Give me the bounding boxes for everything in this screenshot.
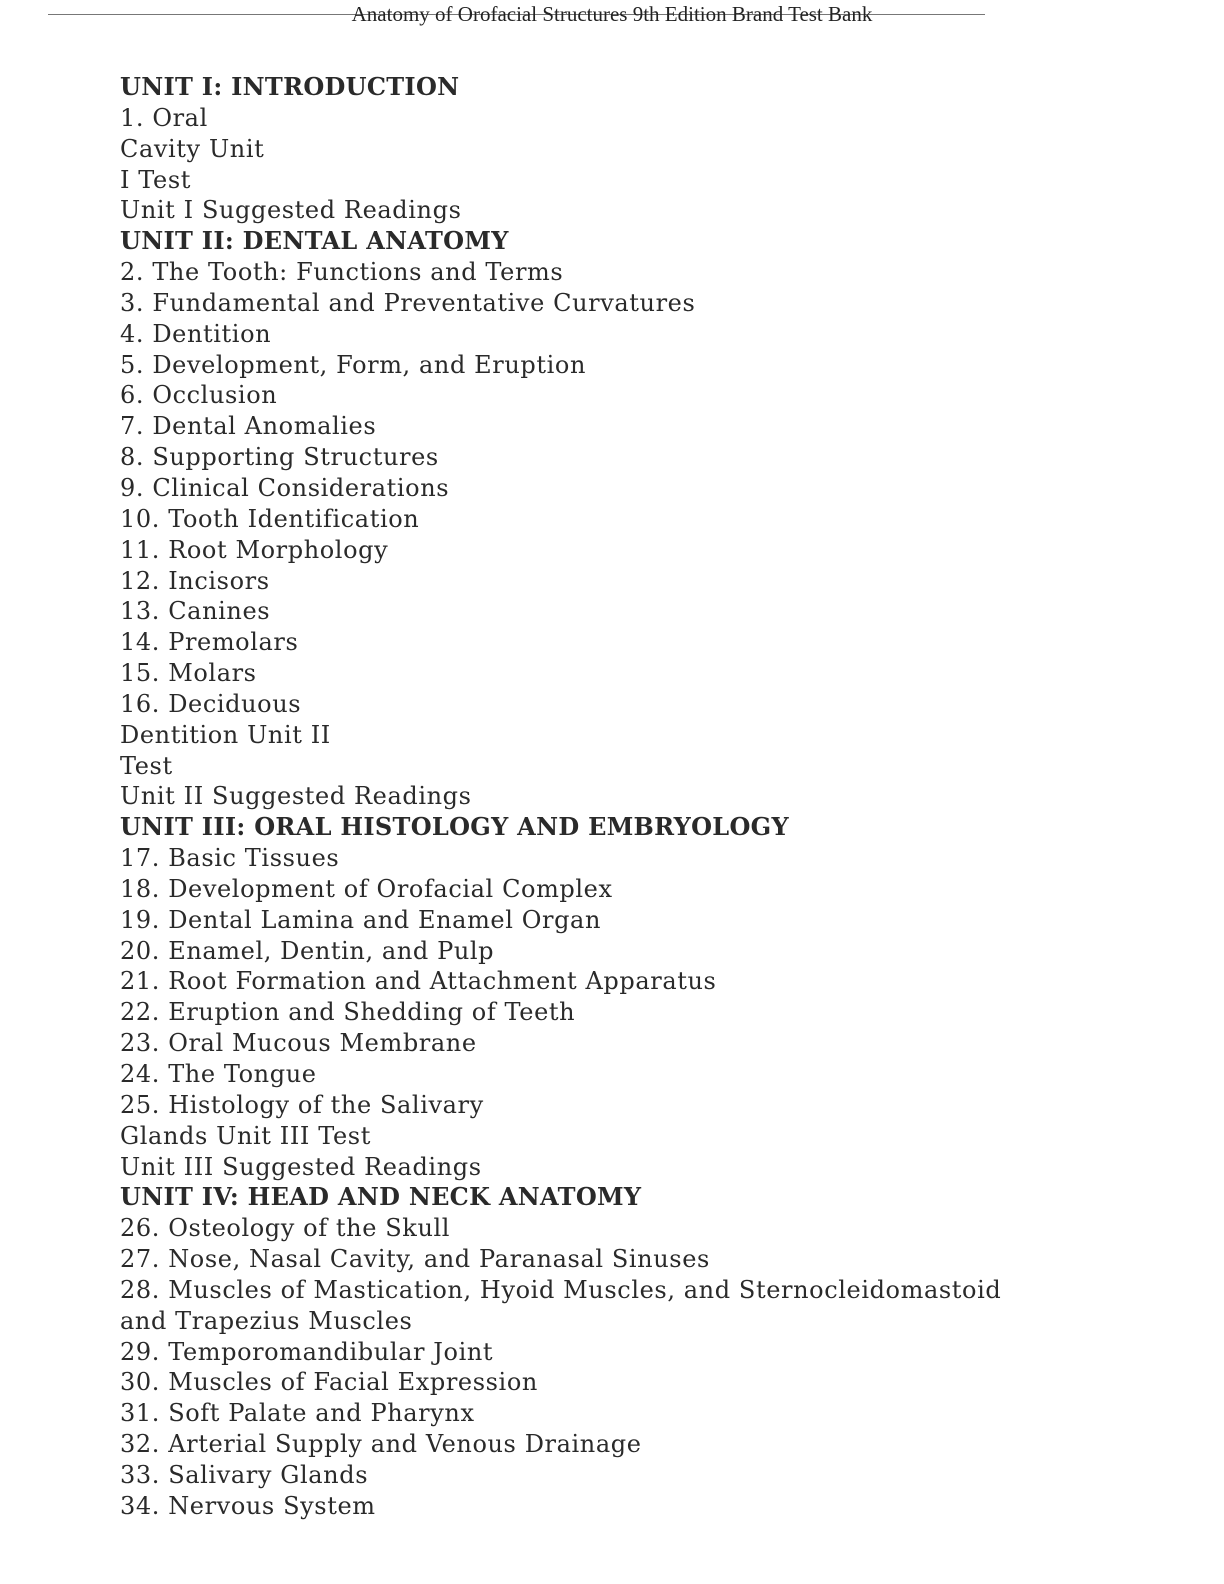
toc-entry: 20. Enamel, Dentin, and Pulp xyxy=(120,936,495,965)
table-of-contents xyxy=(120,72,1001,1522)
toc-entry: 28. Muscles of Mastication, Hyoid Muscles, and Sternocleidomastoid xyxy=(120,1275,1002,1304)
toc-entry: 3. Fundamental and Preventative Curvatures xyxy=(120,288,696,317)
toc-entry: 2. The Tooth: Functions and Terms xyxy=(120,258,564,287)
toc-entry: 5. Development, Form, and Eruption xyxy=(120,350,587,379)
toc-entry: 10. Tooth Identification xyxy=(120,504,420,533)
page-header xyxy=(0,2,1224,26)
toc-entry: Glands Unit III Test xyxy=(120,1121,371,1150)
toc-entry: 7. Dental Anomalies xyxy=(120,412,377,441)
toc-entry: and Trapezius Muscles xyxy=(120,1306,413,1335)
toc-entry: 16. Deciduous xyxy=(120,689,302,718)
unit-heading: UNIT IV: HEAD AND NECK ANATOMY xyxy=(120,1182,642,1212)
toc-entry: 30. Muscles of Facial Expression xyxy=(120,1368,538,1397)
toc-entry: 29. Temporomandibular Joint xyxy=(120,1337,494,1366)
toc-entry: 31. Soft Palate and Pharynx xyxy=(120,1399,475,1428)
toc-entry: Unit III Suggested Readings xyxy=(120,1152,482,1181)
toc-entry: 17. Basic Tissues xyxy=(120,844,340,873)
toc-entry: Cavity Unit xyxy=(120,134,265,163)
toc-entry: 9. Clinical Considerations xyxy=(120,473,450,502)
toc-entry: 23. Oral Mucous Membrane xyxy=(120,1029,477,1058)
toc-entry: 8. Supporting Structures xyxy=(120,443,439,472)
toc-entry: 1. Oral xyxy=(120,103,208,132)
toc-entry: Unit II Suggested Readings xyxy=(120,782,472,811)
toc-entry: I Test xyxy=(120,165,192,194)
toc-entry: Unit I Suggested Readings xyxy=(120,196,462,225)
toc-entry: 18. Development of Orofacial Complex xyxy=(120,874,613,903)
toc-entry: 15. Molars xyxy=(120,659,257,688)
toc-entry: 14. Premolars xyxy=(120,628,299,657)
header-title: Anatomy of Orofacial Structures 9th Edition Brand Test Bank xyxy=(351,2,873,26)
toc-entry: 34. Nervous System xyxy=(120,1491,376,1520)
toc-entry: 11. Root Morphology xyxy=(120,535,389,564)
unit-heading: UNIT I: INTRODUCTION xyxy=(120,72,460,101)
toc-entry: 25. Histology of the Salivary xyxy=(120,1090,484,1119)
toc-entry: 4. Dentition xyxy=(120,319,272,348)
toc-entry: Test xyxy=(120,751,173,780)
toc-entry: 6. Occlusion xyxy=(120,381,278,410)
toc-entry: 27. Nose, Nasal Cavity, and Paranasal Sinuses xyxy=(120,1245,710,1274)
toc-entry: 33. Salivary Glands xyxy=(120,1460,369,1489)
toc-entry: 19. Dental Lamina and Enamel Organ xyxy=(120,905,602,934)
unit-heading: UNIT III: ORAL HISTOLOGY AND EMBRYOLOGY xyxy=(120,812,789,842)
unit-heading: UNIT II: DENTAL ANATOMY xyxy=(120,226,509,256)
toc-entry: 32. Arterial Supply and Venous Drainage xyxy=(120,1430,642,1459)
toc-entry: 24. The Tongue xyxy=(120,1060,317,1088)
toc-entry: 13. Canines xyxy=(120,597,271,626)
toc-entry: 22. Eruption and Shedding of Teeth xyxy=(120,998,576,1027)
toc-entry: 21. Root Formation and Attachment Apparatus xyxy=(120,967,717,996)
toc-entry: 26. Osteology of the Skull xyxy=(120,1214,451,1243)
toc-entry: 12. Incisors xyxy=(120,566,270,595)
toc-entry: Dentition Unit II xyxy=(120,720,331,749)
